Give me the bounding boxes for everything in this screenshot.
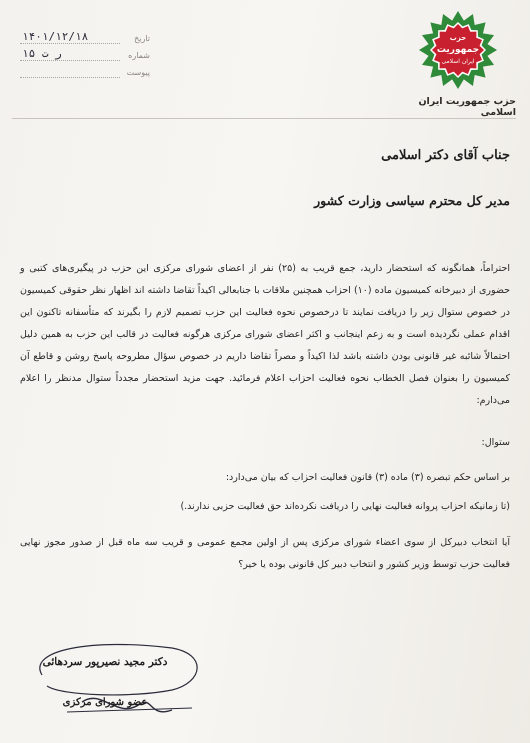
- date-line: [20, 43, 120, 44]
- question-line-1: بر اساس حکم تبصره (۳) ماده (۳) قانون فعالیت احزاب که بیان می‌دارد:: [225, 472, 510, 483]
- addressee-name: جناب آقای دکتر اسلامی: [381, 148, 510, 163]
- number-value: ۱۵ ر ت: [22, 47, 62, 60]
- number-row: [20, 47, 150, 64]
- signatory-name: دکتر مجید نصیرپور سردهائی: [42, 656, 168, 668]
- logo-line-1: حزب: [449, 34, 467, 42]
- logo-line-2: جمهوریت: [436, 45, 480, 55]
- party-logo-icon: [418, 10, 498, 90]
- addressee-title: مدیر کل محترم سیاسی وزارت کشور: [314, 193, 510, 208]
- date-label: تاریخ: [134, 34, 150, 43]
- attachment-label: پیوست: [126, 68, 150, 77]
- attachment-row: [20, 64, 150, 81]
- header-divider: [12, 118, 516, 119]
- number-label: شماره: [128, 51, 150, 60]
- number-line: [20, 60, 120, 61]
- logo-line-3: ایران اسلامی: [441, 58, 475, 65]
- letter-metadata: [20, 30, 150, 81]
- handwritten-signature-icon: [22, 630, 212, 730]
- letter-body: [20, 258, 510, 412]
- question-main: آیا انتخاب دبیرکل از سوی اعضاء شورای مرکزی پس از اولین مجمع عمومی و قریب سه ماه قبل از صدور مجوز نهایی فعالیت حزب توسط وزیر کشور و انتخاب دبیر کل قانونی بوده یا خیر؟: [20, 537, 510, 570]
- party-name: حزب جمهوریت ایران اسلامی: [418, 96, 516, 118]
- date-value: ۱۴۰۱/۱۲/۱۸: [22, 30, 89, 43]
- question-heading: ستوال:: [481, 437, 510, 448]
- question-line-2: (تا زمانیکه احزاب پروانه فعالیت نهایی را دریافت نکرده‌اند حق فعالیت حزبی ندارند.): [180, 501, 510, 512]
- body-paragraph: احتراماً، همانگونه که استحضار دارید، جمع قریب به (۲۵) نفر از اعضای شورای مرکزی این حزب در پیگیری‌های کتبی و حضوری از دبیرخانه کمیسیون ماده (۱۰) احزاب همچنین ملاقات با جنابعالی اکیداً تقاضا داشته اند اظهار نظر حقوقی کمیسیون در خصوص ستوال زیر را دریافت نمایند تا درخصوص نحوه فعالیت این حزب تصمیم لازم را بگیرند که متأسفانه تاکنون این اقدام عملی نگردیده است و به زعم اینجانب و اکثر اعضای شورای مرکزی هرگونه فعالیت در قالب این حزب به همین دلیل احتمالاً شائبه غیر قانونی بودن داشته باشد لذا اکیداً و مصراً تقاضا داریم در خصوص سؤال مطروحه پاسخ روشن و قاطع آن کمیسیون را بعنوان فصل الخطاب نحوه فعالیت احزاب اعلام فرمائید. جهت مزید استحضار مجدداً ستوال مدنظر را اعلام می‌دارم:: [20, 263, 510, 406]
- date-row: [20, 30, 150, 47]
- attachment-line: [20, 77, 120, 78]
- signatory-title: عضو شورای مرکزی: [62, 697, 148, 708]
